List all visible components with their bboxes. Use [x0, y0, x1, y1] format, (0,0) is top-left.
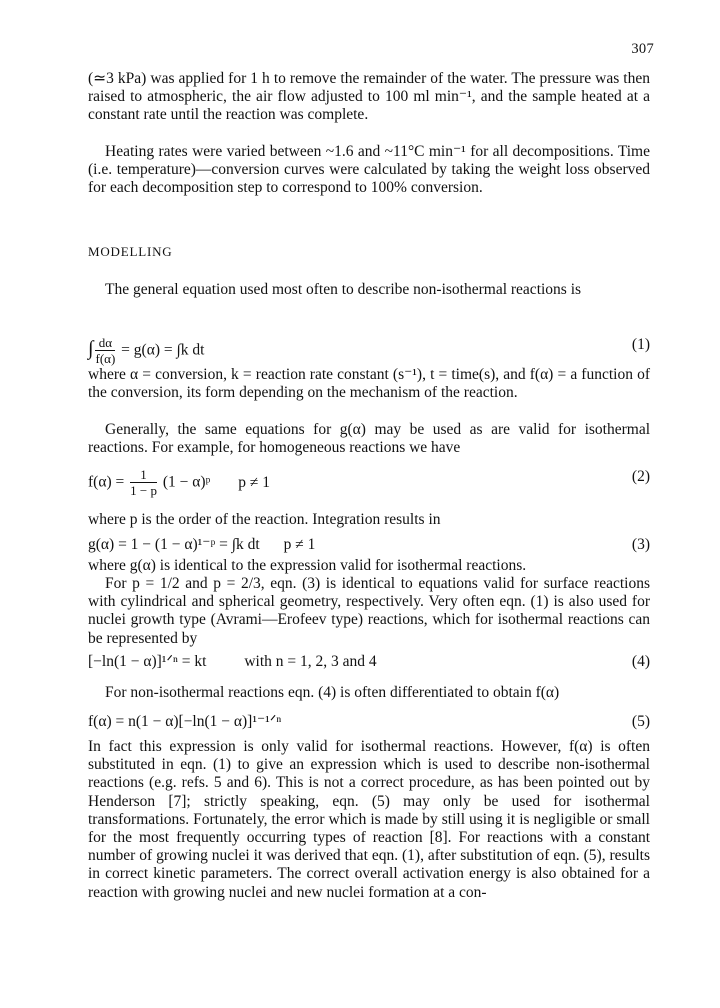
- equation-2: [88, 468, 650, 498]
- paragraph-identical-expression: where g(α) is identical to the expression valid for isothermal reactions.: [88, 557, 527, 574]
- equation-number: (2): [631, 468, 650, 485]
- equation-1: [88, 336, 650, 366]
- fraction-denominator: f(α): [95, 351, 116, 366]
- paragraph-surface-reactions: For p = 1/2 and p = 2/3, eqn. (3) is identical to equations valid for surface reactions with cylindrical and spherical geometry, respectively. Very often eqn. (1) is also used for nuclei growth type (Avrami—Erofeev type) reactions, which for isothermal reactions can be represented by: [88, 575, 650, 647]
- paragraph-isothermal-equations: Generally, the same equations for g(α) may be used as are valid for isothermal reactions. For example, for homogeneous reactions we have: [88, 421, 650, 457]
- fraction-numerator: 1: [130, 468, 157, 483]
- equation-condition: p ≠ 1: [238, 473, 270, 491]
- fraction-denominator: 1 − p: [130, 483, 157, 498]
- equation-4: [88, 653, 650, 671]
- paragraph-general-equation: The general equation used most often to describe non-isothermal reactions is: [105, 281, 582, 298]
- equation-rhs: = g(α) = ∫k dt: [121, 341, 205, 359]
- paragraph-heating-rates: Heating rates were varied between ~1.6 and ~11°C min⁻¹ for all decompositions. Time (i.e. temperature)—conversion curves were calculated by taking the weight loss observed for each decomposition step to correspond to 100% conversion.: [88, 143, 650, 197]
- equation-condition: with n = 1, 2, 3 and 4: [244, 653, 377, 670]
- page-number: 307: [631, 41, 654, 57]
- equation-expression: f(α) = n(1 − α)[−ln(1 − α)]¹⁻¹ᐟⁿ: [88, 713, 282, 730]
- equation-number: (1): [631, 336, 650, 353]
- equation-number: (3): [631, 536, 650, 553]
- equation-expression: [−ln(1 − α)]¹ᐟⁿ = kt: [88, 653, 207, 670]
- section-heading-modelling: MODELLING: [88, 244, 173, 259]
- equation-condition: p ≠ 1: [283, 536, 316, 553]
- paragraph-definitions: where α = conversion, k = reaction rate constant (s⁻¹), t = time(s), and f(α) = a function of the conversion, its form depending on the mechanism of the reaction.: [88, 366, 650, 402]
- equation-number: (4): [631, 653, 650, 670]
- equation-5: [88, 713, 650, 731]
- integral-sign: ∫: [88, 337, 94, 360]
- fraction: [95, 336, 115, 366]
- equation-3: [88, 536, 650, 554]
- equation-number: (5): [631, 713, 650, 730]
- paragraph-drying-procedure: (≃3 kPa) was applied for 1 h to remove the remainder of the water. The pressure was then raised to atmospheric, the air flow adjusted to 100 ml min⁻¹, and the sample heated at a constant rate until the reaction was complete.: [88, 70, 650, 124]
- equation-expression: g(α) = 1 − (1 − α)¹⁻ᵖ = ∫k dt: [88, 536, 260, 553]
- paragraph-order-of-reaction: where p is the order of the reaction. Integration results in: [88, 511, 441, 528]
- fraction: [130, 468, 157, 498]
- equation-lhs: f(α) =: [88, 473, 125, 491]
- paragraph-non-isothermal: For non-isothermal reactions eqn. (4) is often differentiated to obtain f(α): [105, 684, 560, 701]
- paragraph-validity-discussion: In fact this expression is only valid for isothermal reactions. However, f(α) is often substituted in eqn. (1) to give an expression which is used to describe non-isothermal reactions (e.g. refs. 5 and 6). This is not a correct procedure, as has been pointed out by Henderson [7]; strictly speaking, eqn. (5) may only be used for isothermal transformations. Fortunately, the error which is made by still using it is negligible or small for the most frequently occurring types of reaction [8]. For reactions with a constant number of growing nuclei it was derived that eqn. (1), after substitution of eqn. (5), results in correct kinetic parameters. The correct overall activation energy is also obtained for a reaction with growing nuclei and new nuclei formation at a con-: [88, 738, 650, 901]
- equation-rhs: (1 − α)ᵖ: [162, 473, 211, 491]
- fraction-numerator: dα: [95, 336, 115, 351]
